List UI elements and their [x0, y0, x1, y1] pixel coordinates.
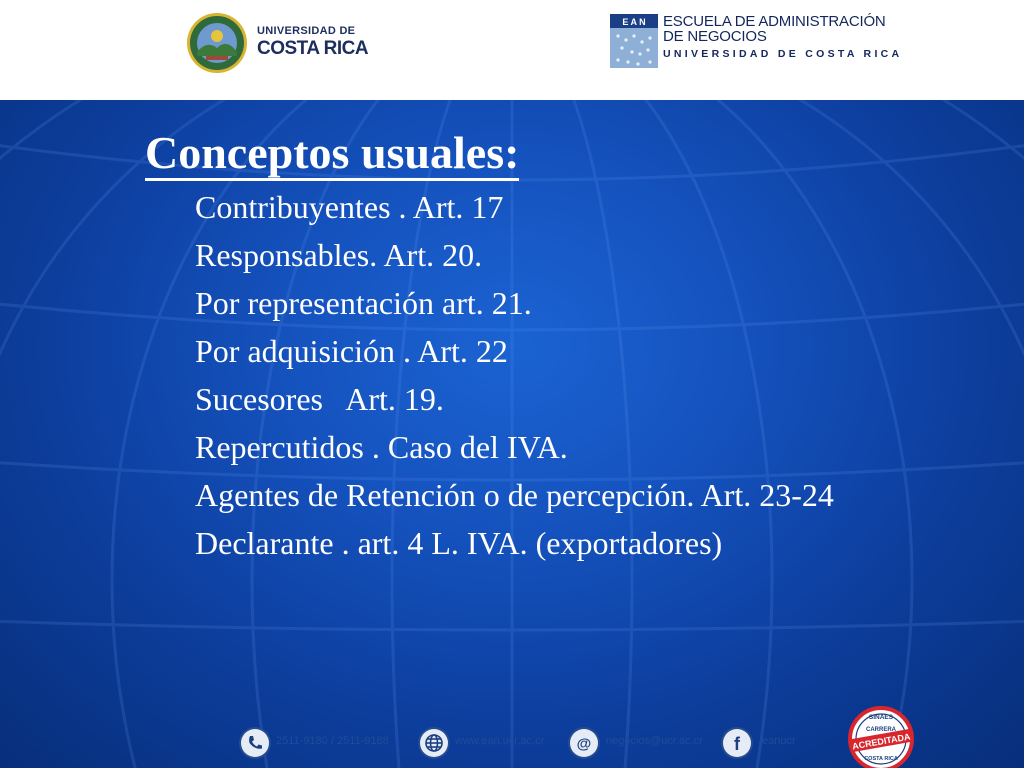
list-item: Sucesores Art. 19. — [195, 381, 444, 417]
ean-logo-text — [663, 14, 902, 60]
slide-title: Conceptos usuales: — [145, 128, 519, 181]
list-item: Agentes de Retención o de percepción. Art. 23-24 — [195, 477, 834, 513]
ean-mark-letters: E A N — [622, 17, 646, 27]
slide-content — [145, 128, 965, 567]
phone-icon — [241, 729, 269, 757]
svg-text:f: f — [734, 734, 740, 754]
concepts-list — [145, 183, 915, 567]
ucr-logo-text — [257, 26, 368, 58]
list-item: Responsables. Art. 20. — [195, 237, 483, 273]
svg-text:@: @ — [576, 735, 592, 753]
footer-email[interactable]: negocios@ucr.ac.cr — [606, 735, 703, 747]
footer-web[interactable]: www.ean.ucr.ac.cr — [455, 735, 545, 747]
ean-logo-line3: UNIVERSIDAD DE COSTA RICA — [663, 48, 903, 60]
globe-icon — [420, 729, 448, 757]
list-item: Contribuyentes . Art. 17 — [195, 189, 504, 225]
list-item: Por adquisición . Art. 22 — [195, 333, 508, 369]
sinaes-accreditation-seal — [845, 703, 917, 768]
ucr-logo-line1: UNIVERSIDAD DE — [257, 25, 356, 37]
at-icon — [570, 729, 598, 757]
footer-facebook[interactable]: /eanucr — [759, 735, 796, 747]
seal-top-text: SINAES — [868, 714, 894, 721]
seal-badge-text: ACREDITADA — [851, 731, 912, 752]
ucr-logo-line2: COSTA RICA — [257, 38, 369, 59]
ucr-seal-logo — [186, 12, 248, 74]
list-item: Repercutidos . Caso del IVA. — [195, 429, 568, 465]
footer-phone: 2511-9180 / 2511-9188 — [276, 735, 389, 747]
list-item: Declarante . art. 4 L. IVA. (exportadores) — [195, 525, 723, 561]
list-item: Por representación art. 21. — [195, 285, 532, 321]
ean-logo-mark — [610, 14, 658, 68]
seal-middle-text: CARRERA — [866, 727, 896, 733]
ean-logo-line2: DE NEGOCIOS — [663, 28, 767, 45]
ean-logo-line1: ESCUELA DE ADMINISTRACIÓN — [663, 13, 886, 30]
facebook-icon — [723, 729, 751, 757]
seal-bottom-text: COSTA RICA — [864, 756, 898, 762]
